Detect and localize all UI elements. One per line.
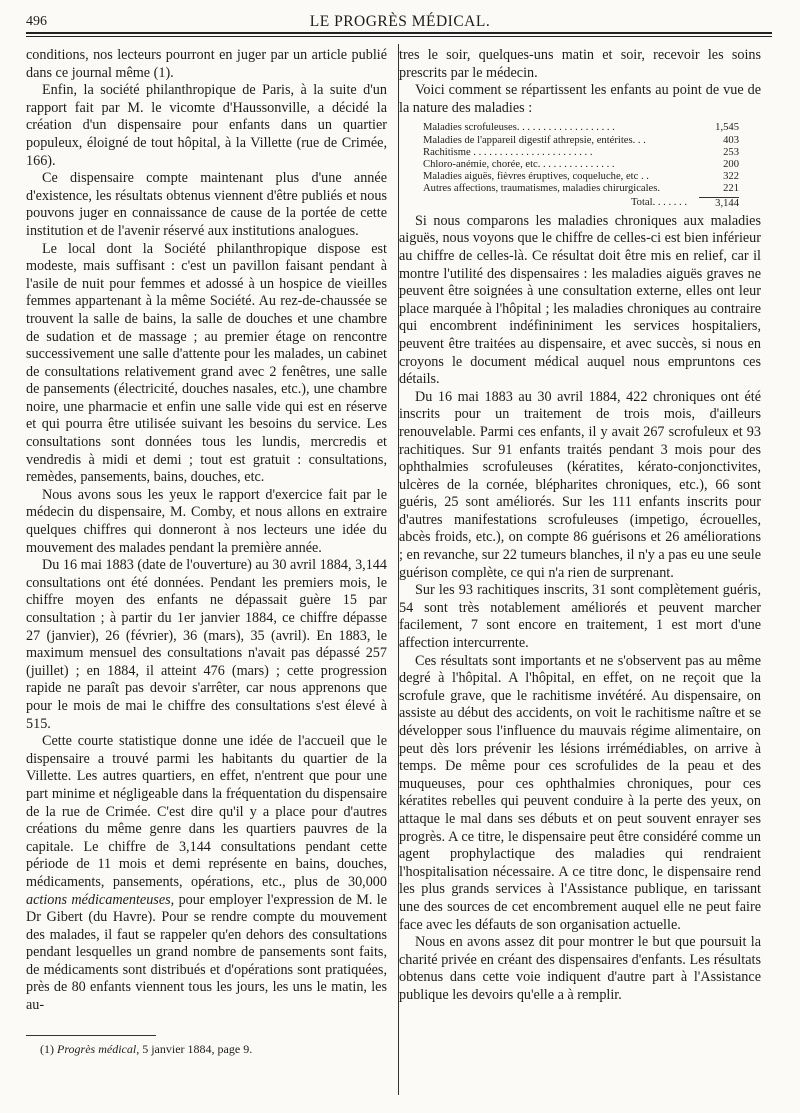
stats-label: Autres affections, traumatismes, maladies chirurgicales. (423, 183, 661, 195)
stats-total-row (423, 197, 739, 210)
emphasis: actions médicamenteuses, (26, 891, 175, 908)
stats-value: 200 (723, 158, 739, 170)
running-head: LE PROGRÈS MÉDICAL. (309, 13, 491, 30)
paragraph: Ces résultats sont importants et ne s'observent pas au même degré à l'hôpital. A l'hôpital, en effet, on ne reçoit que la scrofule grave, que le rachitisme invétéré. Au dispensaire, on assiste au début des accidents, on voit le rachitisme naître et se développer sous l'influence du mauvais régime alimentaire, on peut dès lors prévenir les lésions irrémédiables, on arrive à temps. De même pour ces scrofulides de la peau et des muqueuses, pour ces ophthalmies chroniques, pour ces kératites rebelles qui peuvent conduire à la perte des yeux, on attaque le mal dans ses débuts et on peut souvent enrayer ses progrès. A ce titre, le dispensaire peut être considéré comme un agent prophylactique des maladies qui rendraient l'hospitalisation nécessaire. A ce titre donc, le dispensaire rend les plus grands services à l'Assistance publique, en tarissant une des sources de cet encombrement auquel elle ne peut faire face avec les défauts de son organisation actuelle. (399, 652, 761, 933)
paragraph: Nous en avons assez dit pour montrer le but que poursuit la charité privée en créant des dispensaires d'enfants. Les résultats obtenus dans cette voie indiquent d'autre part à l'Assistance publique les devoirs qu'elle a à remplir. (399, 934, 761, 1003)
stats-label: Maladies aiguës, fièvres éruptives, coqueluche, etc . . (423, 171, 649, 183)
stats-value: 322 (723, 171, 739, 183)
stats-row (423, 122, 739, 134)
footnote-rule (26, 1035, 156, 1036)
paragraph: Du 16 mai 1883 au 30 avril 1884, 422 chroniques ont été inscrits pour un traitement de trois mois, d'ailleurs renouvelable. Parmi ces enfants, il y avait 267 scrofuleux et 93 rachitiques. Sur 91 enfants traités pendant 3 mois pour des ophthalmies scrofuleuses (kératites, kérato-conjonctivites, ulcères de la cornée, blépharites chroniques, etc.), 66 sont guéris, 25 sont améliorés. Sur les 111 enfants inscrits pour d'autres manifestations scrofuleuses (impetigo, écrouelles, abcès froids, etc.), on compte 86 guérisons et 26 améliorations ; en revanche, sur 22 tumeurs blanches, il n'y a pas eu une seule guérison complète, ce qui n'a rien de surprenant. (399, 388, 761, 581)
stats-row (423, 147, 739, 159)
stats-row (423, 171, 739, 183)
paragraph (26, 733, 387, 1015)
stats-value: 253 (723, 146, 739, 158)
paragraph: tres le soir, quelques-uns matin et soir, recevoir les soins prescrits par le médecin. (399, 47, 761, 81)
header-rule (26, 32, 772, 34)
footnote-marker: (1) (40, 1042, 54, 1056)
stats-value: 221 (723, 183, 739, 195)
stats-value: 403 (723, 134, 739, 146)
paragraph: Enfin, la société philanthropique de Paris, à la suite d'un rapport fait par M. le vicomte d'Haussonville, a décidé la création d'un dispensaire pour enfants dans un quartier populeux, éloigné de tout hôpital, à la Villette (rue de Crimée, 166). (26, 82, 387, 169)
page-number: 496 (26, 14, 47, 29)
footnote (40, 1042, 252, 1057)
paragraph: Voici comment se répartissent les enfants au point de vue de la nature des maladies : (399, 82, 761, 116)
paragraph: Du 16 mai 1883 (date de l'ouverture) au 30 avril 1884, 3,144 consultations ont été données. Pendant les premiers mois, le chiffre moyen des enfants ne dépassait guère 15 par consultation ; à partir du 1er janvier 1884, ce chiffre dépasse 27 (janvier), 26 (février), 36 (mars), 35 (avril). En 1883, le maximum mensuel des consultations n'avait pas dépassé 257 (juillet) ; en 1884, il atteint 476 (mars) ; cette progression rapide ne paraît pas devoir s'arrêter, car nous apprenons que pour le mois de mai le chiffre des consultations s'est élevé à 515. (26, 557, 387, 732)
stats-label: Chloro-anémie, chorée, etc. . . . . . . . . . . . . . . (423, 158, 615, 170)
stats-label: Rachitisme . . . . . . . . . . . . . . . . . . . . . . . (423, 146, 593, 158)
paragraph: Le local dont la Société philanthropique dispose est modeste, mais suffisant : c'est un pavillon faisant pendant à l'asile de nuit pour femmes et adossé à un hospice de vieilles femmes appartenant à la même Société. Au rez-de-chaussée se trouvent la salle de bains, la salle de douches et une chambre de sudation et de massage ; au premier étage on rencontre successivement une salle d'attente pour les malades, un cabinet de consultations relativement grand avec 2 fenêtres, une salle de pansements (électricité, douches nasales, etc.), une chambre noire, une pharmacie et enfin une salle vide qui est en réserve et qui pourra être utilisée suivant les besoins du service. Les consultations sont données tous les lundis, mercredis et vendredis à midi et demi ; tout est gratuit : consultations, remèdes, pansements, bains, douches, etc. (26, 240, 387, 486)
stats-value: 1,545 (715, 122, 739, 134)
stats-total-label: Total. . . . . . . (630, 196, 687, 208)
stats-row (423, 159, 739, 171)
footnote-source: Progrès médical, (57, 1042, 140, 1056)
paragraph: Sur les 93 rachitiques inscrits, 31 sont complètement guéris, 54 sont très notablement améliorés et peuvent marcher facilement, 7 sont encore en traitement, 1 est mort d'une affection intercurrente. (399, 582, 761, 652)
stats-label: Maladies scrofuleuses. . . . . . . . . . . . . . . . . . . (423, 122, 615, 134)
left-column (26, 47, 387, 1015)
stats-label: Maladies de l'appareil digestif athrepsie, entérites. . . (423, 134, 646, 146)
paragraph: Ce dispensaire compte maintenant plus d'une année d'existence, les résultats obtenus viennent d'être publiés et nous pouvons juger en connaissance de cause de la portée de cette institution et de l'avenir réservé aux institutions analogues. (26, 170, 387, 239)
right-column (399, 47, 761, 1005)
header-rule-thin (26, 36, 772, 37)
paragraph: Nous avons sous les yeux le rapport d'exercice fait par le médecin du dispensaire, M. Comby, et nous allons en extraire quelques chiffres qui donneront à nos lecteurs une idée du mouvement des malades pendant la première année. (26, 486, 387, 556)
paragraph-text: Cette courte statistique donne une idée de l'accueil que le dispensaire a trouvé parmi les habitants du quartier de la Villette. Les autres quartiers, en effet, n'entrent que pour une part minime et négligeable dans la fréquentation du dispensaire de la rue de Crimée. C'est dire qu'il y a place pour d'autres créations du même genre dans les quartiers pauvres de la capitale. Le chiffre de 3,144 consultations pendant cette période de 11 mois et demi représente en bains, douches, médicaments, pansements, opérations, etc., plus de 30,000 (26, 733, 387, 890)
disease-stats-table (423, 122, 739, 209)
stats-row (423, 183, 739, 195)
footnote-text: 5 janvier 1884, page 9. (142, 1042, 253, 1056)
paragraph-text: pour employer l'expression de M. le Dr Gibert (du Havre). Pour se rendre compte du mouvement des malades, il faut se rappeler qu'en dehors des consultations pendant lesquelles un grand nombre de pansements sont faits, de médicaments sont distribués et d'opérations sont pratiquées, près de 80 enfants viennent tous les jours, les uns le matin, les au- (26, 891, 387, 1014)
paragraph: Si nous comparons les maladies chroniques aux maladies aiguës, nous voyons que le chiffre de celles-ci est bien inférieur au chiffre de celles-là. Ce résultat doit être mis en relief, car il montre l'utilité des dispensaires : les maladies aiguës graves ne peuvent être soignées à une consultation externe, elles ont leur place marquée à l'hôpital ; les maladies chroniques au contraire qui encombrent indéfininiment les services hospitaliers, peuvent être traitées au dispensaire, et avec succès, si nous en croyons le document médical auquel nous empruntons ces détails. (399, 212, 761, 388)
stats-total-value: 3,144 (699, 197, 739, 210)
stats-row (423, 135, 739, 147)
paragraph: conditions, nos lecteurs pourront en juger par un article publié dans ce journal même (1). (26, 47, 387, 81)
